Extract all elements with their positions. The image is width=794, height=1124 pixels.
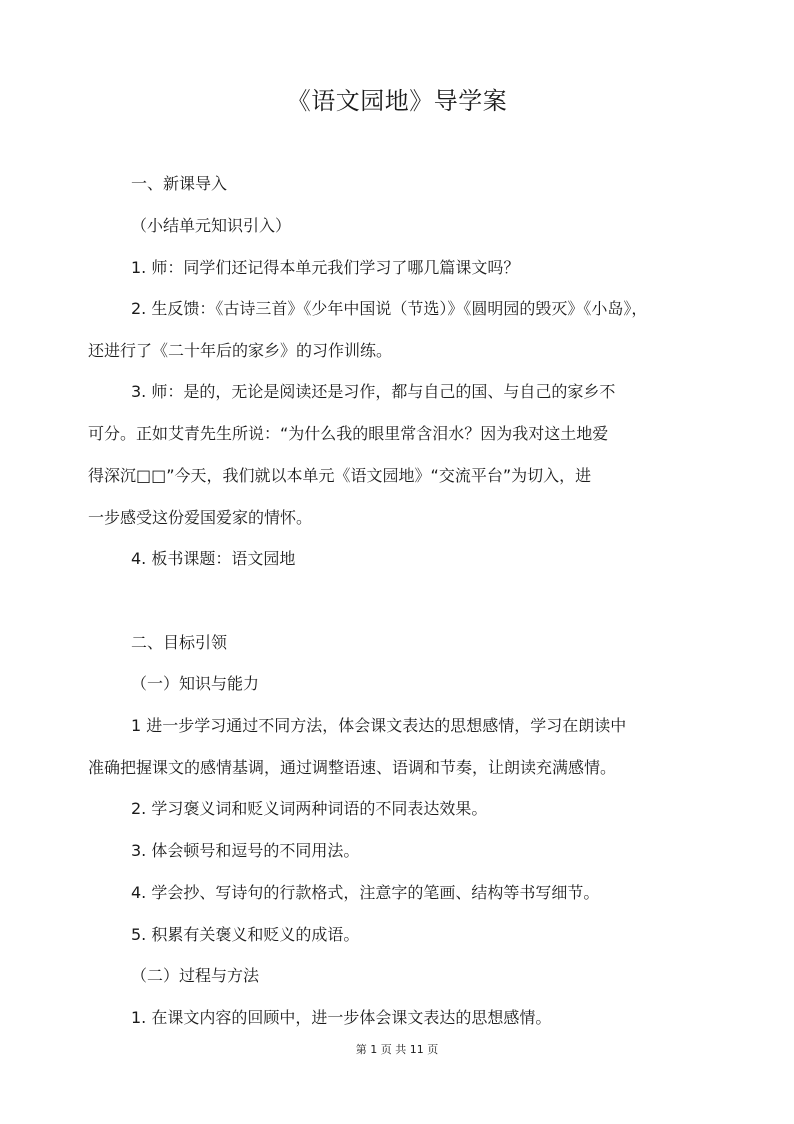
section1-item-4: 4. 板书课题：语文园地 [131,549,296,568]
section1-item-2-line-1: 2. 生反馈：《古诗三首》《少年中国说（节选）》《圆明园的毁灭》《小岛》， [131,299,648,318]
section2-subheading-1: （一）知识与能力 [131,674,260,693]
section2-knowledge-2: 2. 学习褒义词和贬义词两种词语的不同表达效果。 [131,799,488,818]
section1-item-1: 1. 师：同学们还记得本单元我们学习了哪几篇课文吗？ [131,258,520,277]
section2-knowledge-1-line-1: 1 进一步学习通过不同方法，体会课文表达的思想感情，学习在朗读中 [131,716,627,735]
page-footer: 第 1 页 共 11 页 [355,1043,439,1056]
section2-knowledge-3: 3. 体会顿号和逗号的不同用法。 [131,841,360,860]
section1-subheading: （小结单元知识引入） [131,216,292,235]
section1-item-3-line-4: 一步感受这份爱国爱家的情怀。 [88,508,313,527]
section2-knowledge-1-line-2: 准确把握课文的感情基调，通过调整语速、语调和节奏，让朗读充满感情。 [88,758,617,777]
section2-subheading-2: （二）过程与方法 [131,966,260,985]
section2-knowledge-4: 4. 学会抄、写诗句的行款格式，注意字的笔画、结构等书写细节。 [131,883,600,902]
section-heading-2: 二、目标引领 [131,633,228,652]
section2-method-1: 1. 在课文内容的回顾中，进一步体会课文表达的思想感情。 [131,1008,552,1027]
section1-item-2-line-2: 还进行了《二十年后的家乡》的习作训练。 [88,341,393,360]
section1-item-3-line-3: 得深沉□□”今天，我们就以本单元《语文园地》“交流平台”为切入，进 [88,466,592,485]
page-title: 《语文园地》导学案 [286,87,508,115]
section1-item-3-line-1: 3. 师：是的，无论是阅读还是习作，都与自己的国、与自己的家乡不 [131,382,616,401]
section1-item-3-line-2: 可分。正如艾青先生所说：“为什么我的眼里常含泪水？因为我对这土地爱 [88,424,609,443]
section-heading-1: 一、新课导入 [131,174,228,193]
section2-knowledge-5: 5. 积累有关褒义和贬义的成语。 [131,925,360,944]
